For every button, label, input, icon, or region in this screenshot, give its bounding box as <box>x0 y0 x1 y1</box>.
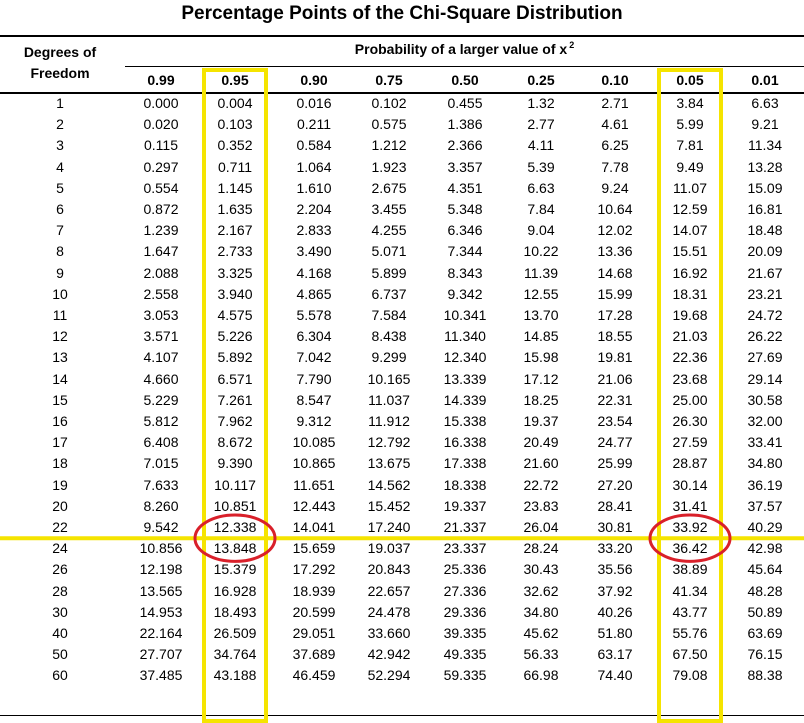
value-cell: 7.261 <box>217 391 253 408</box>
dof-cell: 1 <box>56 95 64 111</box>
value-cell: 9.04 <box>527 222 555 239</box>
value-cell: 43.77 <box>672 603 708 620</box>
value-cell: 10.165 <box>367 370 411 387</box>
probability-underline <box>125 66 804 67</box>
value-cell: 7.015 <box>143 455 179 472</box>
value-cell: 67.50 <box>672 646 708 663</box>
value-cell: 12.55 <box>523 285 559 302</box>
value-cell: 18.31 <box>672 285 708 302</box>
value-cell: 23.83 <box>523 497 559 514</box>
value-cell: 59.335 <box>443 667 487 684</box>
value-cell: 39.335 <box>443 625 487 641</box>
value-cell: 45.62 <box>523 625 559 641</box>
value-cell: 9.49 <box>676 158 704 175</box>
value-cell: 3.940 <box>217 285 253 302</box>
dof-cell: 3 <box>56 137 64 154</box>
value-cell: 42.942 <box>367 646 411 663</box>
value-cell: 63.69 <box>747 625 783 641</box>
dof-cell: 6 <box>56 201 64 217</box>
dof-cell: 13 <box>52 349 68 366</box>
dof-header-line-2: Freedom <box>30 65 90 81</box>
value-cell: 0.102 <box>371 95 407 111</box>
dof-cell: 12 <box>52 328 68 345</box>
dof-cell: 30 <box>52 603 68 620</box>
value-cell: 19.68 <box>672 307 708 323</box>
value-cell: 36.42 <box>672 540 708 557</box>
value-cell: 40.29 <box>747 519 783 535</box>
value-cell: 20.09 <box>747 243 783 260</box>
value-cell: 4.351 <box>447 179 483 196</box>
value-cell: 0.004 <box>217 95 253 111</box>
value-cell: 5.071 <box>371 243 407 260</box>
value-cell: 21.03 <box>672 328 708 345</box>
value-cell: 13.36 <box>597 243 633 260</box>
value-cell: 2.204 <box>296 201 332 217</box>
dof-cell: 4 <box>56 158 64 175</box>
value-cell: 3.571 <box>143 328 179 345</box>
value-cell: 23.68 <box>672 370 708 387</box>
value-cell: 0.352 <box>217 137 253 154</box>
value-cell: 11.34 <box>748 137 782 154</box>
value-cell: 28.87 <box>672 455 708 472</box>
value-cell: 6.63 <box>527 179 555 196</box>
value-cell: 15.452 <box>367 497 411 514</box>
value-cell: 25.00 <box>672 391 708 408</box>
value-cell: 1.32 <box>527 95 555 111</box>
value-cell: 40.26 <box>597 603 633 620</box>
value-cell: 9.342 <box>447 285 483 302</box>
value-cell: 66.98 <box>523 667 559 684</box>
value-cell: 33.92 <box>672 519 708 535</box>
value-cell: 24.478 <box>367 603 411 620</box>
value-cell: 5.226 <box>217 328 253 345</box>
value-cell: 7.84 <box>527 201 555 217</box>
value-cell: 6.25 <box>601 137 629 154</box>
value-cell: 5.578 <box>296 307 332 323</box>
value-cell: 2.366 <box>447 137 483 154</box>
value-cell: 63.17 <box>597 646 633 663</box>
value-cell: 8.260 <box>143 497 179 514</box>
value-cell: 76.15 <box>747 646 783 663</box>
value-cell: 74.40 <box>597 667 633 684</box>
value-cell: 19.81 <box>597 349 633 366</box>
value-cell: 9.299 <box>371 349 407 366</box>
value-cell: 19.37 <box>523 413 559 429</box>
value-cell: 2.77 <box>527 116 555 133</box>
value-cell: 5.812 <box>143 413 179 429</box>
value-cell: 0.455 <box>447 95 483 111</box>
value-cell: 15.51 <box>672 243 708 260</box>
value-cell: 79.08 <box>672 667 708 684</box>
value-cell: 31.41 <box>672 497 708 514</box>
value-cell: 36.19 <box>747 476 783 493</box>
value-cell: 0.554 <box>143 179 179 196</box>
value-cell: 35.56 <box>597 561 633 578</box>
value-cell: 22.31 <box>597 391 633 408</box>
value-cell: 52.294 <box>367 667 411 684</box>
value-cell: 14.339 <box>443 391 487 408</box>
value-cell: 6.571 <box>217 370 253 387</box>
value-cell: 1.064 <box>296 158 332 175</box>
dof-cell: 18 <box>52 455 68 472</box>
value-cell: 37.92 <box>597 582 633 599</box>
value-cell: 16.81 <box>747 201 783 217</box>
value-cell: 46.459 <box>292 667 336 684</box>
value-cell: 10.085 <box>292 434 336 451</box>
value-cell: 8.438 <box>371 328 407 345</box>
value-cell: 12.02 <box>597 222 633 239</box>
value-cell: 33.20 <box>597 540 633 557</box>
value-cell: 1.610 <box>296 179 332 196</box>
value-cell: 16.338 <box>443 434 487 451</box>
value-cell: 7.790 <box>296 370 332 387</box>
probability-header-sup: 2 <box>569 40 575 50</box>
value-cell: 4.865 <box>296 285 332 302</box>
dof-cell: 8 <box>56 243 64 260</box>
value-cell: 10.851 <box>213 497 257 514</box>
top-rule <box>0 35 804 37</box>
value-cell: 13.28 <box>747 158 783 175</box>
value-cell: 14.07 <box>672 222 708 239</box>
value-cell: 34.80 <box>747 455 783 472</box>
value-cell: 56.33 <box>523 646 559 663</box>
value-cell: 7.344 <box>447 243 483 260</box>
value-cell: 14.68 <box>597 264 633 281</box>
value-cell: 16.928 <box>213 582 257 599</box>
value-cell: 30.81 <box>597 519 633 535</box>
value-cell: 6.408 <box>143 434 179 451</box>
value-cell: 18.338 <box>443 476 487 493</box>
value-cell: 6.304 <box>296 328 332 345</box>
value-cell: 5.99 <box>676 116 704 133</box>
value-cell: 34.80 <box>523 603 559 620</box>
value-cell: 15.379 <box>213 561 257 578</box>
value-cell: 15.659 <box>292 540 336 557</box>
value-cell: 38.89 <box>672 561 708 578</box>
value-cell: 12.59 <box>672 201 708 217</box>
value-cell: 3.053 <box>143 307 179 323</box>
value-cell: 1.239 <box>143 222 179 239</box>
column-header-0-75: 0.75 <box>375 72 403 88</box>
value-cell: 0.211 <box>297 116 331 133</box>
value-cell: 26.22 <box>747 328 783 345</box>
dof-header <box>4 42 116 84</box>
value-cell: 5.229 <box>143 391 179 408</box>
value-cell: 12.443 <box>292 497 336 514</box>
value-cell: 20.49 <box>523 434 559 451</box>
value-cell: 9.312 <box>296 413 332 429</box>
value-cell: 17.292 <box>292 561 336 578</box>
dof-cell: 10 <box>52 285 68 302</box>
value-cell: 11.340 <box>444 328 486 345</box>
value-cell: 28.24 <box>523 540 559 557</box>
value-cell: 11.037 <box>368 391 410 408</box>
value-cell: 4.61 <box>601 116 629 133</box>
value-cell: 23.337 <box>443 540 487 557</box>
value-cell: 6.346 <box>447 222 483 239</box>
value-cell: 27.59 <box>672 434 708 451</box>
value-cell: 3.325 <box>217 264 253 281</box>
value-cell: 4.255 <box>371 222 407 239</box>
dof-cell: 22 <box>52 519 68 535</box>
dof-cell: 16 <box>52 413 68 429</box>
value-cell: 25.99 <box>597 455 633 472</box>
dof-cell: 15 <box>52 391 68 408</box>
value-cell: 26.509 <box>213 625 257 641</box>
value-cell: 2.558 <box>143 285 179 302</box>
value-cell: 43.188 <box>213 667 257 684</box>
value-cell: 27.707 <box>139 646 183 663</box>
value-cell: 4.168 <box>296 264 332 281</box>
value-cell: 8.343 <box>447 264 483 281</box>
value-cell: 13.339 <box>443 370 487 387</box>
dof-cell: 28 <box>52 582 68 599</box>
value-cell: 11.912 <box>368 413 410 429</box>
value-cell: 50.89 <box>747 603 783 620</box>
value-cell: 7.78 <box>601 158 629 175</box>
value-cell: 27.336 <box>443 582 487 599</box>
value-cell: 22.72 <box>523 476 559 493</box>
value-cell: 15.09 <box>747 179 783 196</box>
dof-cell: 17 <box>52 434 68 451</box>
value-cell: 21.60 <box>523 455 559 472</box>
column-header-0-10: 0.10 <box>601 72 629 88</box>
value-cell: 5.348 <box>447 201 483 217</box>
value-cell: 10.856 <box>139 540 183 557</box>
value-cell: 45.64 <box>747 561 783 578</box>
value-cell: 27.20 <box>597 476 633 493</box>
column-header-0-95: 0.95 <box>221 72 249 88</box>
column-header-0-99: 0.99 <box>147 72 175 88</box>
value-cell: 16.92 <box>672 264 708 281</box>
probability-header <box>125 40 804 57</box>
value-cell: 48.28 <box>747 582 783 599</box>
dof-cell: 26 <box>52 561 68 578</box>
value-cell: 49.335 <box>443 646 487 663</box>
value-cell: 19.337 <box>443 497 487 514</box>
value-cell: 14.562 <box>367 476 411 493</box>
column-header-0-90: 0.90 <box>300 72 328 88</box>
value-cell: 13.565 <box>139 582 183 599</box>
value-cell: 20.843 <box>367 561 411 578</box>
dof-cell: 19 <box>52 476 68 493</box>
value-cell: 5.899 <box>371 264 407 281</box>
value-cell: 23.54 <box>597 413 633 429</box>
value-cell: 2.167 <box>217 222 253 239</box>
value-cell: 24.72 <box>747 307 783 323</box>
value-cell: 1.386 <box>447 116 483 133</box>
dof-cell: 24 <box>52 540 68 557</box>
value-cell: 37.485 <box>139 667 183 684</box>
value-cell: 15.98 <box>523 349 559 366</box>
value-cell: 0.000 <box>143 95 179 111</box>
dof-cell: 50 <box>52 646 68 663</box>
value-cell: 17.28 <box>597 307 633 323</box>
value-cell: 14.85 <box>523 328 559 345</box>
value-cell: 3.357 <box>447 158 483 175</box>
value-cell: 18.25 <box>523 391 559 408</box>
value-cell: 5.39 <box>527 158 555 175</box>
value-cell: 15.338 <box>443 413 487 429</box>
value-cell: 51.80 <box>597 625 633 641</box>
dof-cell: 5 <box>56 179 64 196</box>
dof-cell: 9 <box>56 264 64 281</box>
value-cell: 2.088 <box>143 264 179 281</box>
value-cell: 0.711 <box>218 158 252 175</box>
value-cell: 30.43 <box>523 561 559 578</box>
value-cell: 0.020 <box>143 116 179 133</box>
value-cell: 12.198 <box>139 561 183 578</box>
value-cell: 12.792 <box>367 434 411 451</box>
value-cell: 4.107 <box>143 349 179 366</box>
value-cell: 2.833 <box>296 222 332 239</box>
value-cell: 30.58 <box>747 391 783 408</box>
value-cell: 0.297 <box>143 158 179 175</box>
value-cell: 13.675 <box>367 455 411 472</box>
value-cell: 10.22 <box>523 243 559 260</box>
value-cell: 2.733 <box>217 243 253 260</box>
column-header-0-01: 0.01 <box>751 72 779 88</box>
value-cell: 7.962 <box>217 413 253 429</box>
value-cell: 29.051 <box>292 625 336 641</box>
value-cell: 10.64 <box>597 201 633 217</box>
value-cell: 37.57 <box>747 497 783 514</box>
value-cell: 20.599 <box>292 603 336 620</box>
column-header-0-50: 0.50 <box>451 72 479 88</box>
dof-cell: 60 <box>52 667 68 684</box>
value-cell: 23.21 <box>747 285 783 302</box>
value-cell: 11.39 <box>524 264 558 281</box>
page-title: Percentage Points of the Chi-Square Distribution <box>181 3 623 24</box>
value-cell: 0.872 <box>143 201 179 217</box>
dof-cell: 2 <box>56 116 64 133</box>
value-cell: 26.04 <box>523 519 559 535</box>
value-cell: 6.63 <box>751 95 779 111</box>
value-cell: 1.145 <box>217 179 253 196</box>
value-cell: 15.99 <box>597 285 633 302</box>
value-cell: 22.36 <box>672 349 708 366</box>
value-cell: 13.70 <box>523 307 559 323</box>
value-cell: 4.11 <box>527 137 555 154</box>
value-cell: 25.336 <box>443 561 487 578</box>
dof-cell: 7 <box>56 222 64 239</box>
value-cell: 32.62 <box>523 582 559 599</box>
value-cell: 10.865 <box>292 455 336 472</box>
dof-cell: 11 <box>52 307 68 323</box>
column-header-0-25: 0.25 <box>527 72 555 88</box>
probability-header-label: Probability of a larger value of x <box>354 41 568 57</box>
value-cell: 28.41 <box>597 497 633 514</box>
value-cell: 22.164 <box>139 625 183 641</box>
value-cell: 7.81 <box>676 137 704 154</box>
value-cell: 26.30 <box>672 413 708 429</box>
value-cell: 1.923 <box>371 158 407 175</box>
value-cell: 12.340 <box>443 349 487 366</box>
value-cell: 6.737 <box>371 285 407 302</box>
value-cell: 18.939 <box>292 582 336 599</box>
value-cell: 10.117 <box>214 476 256 493</box>
value-cell: 17.240 <box>367 519 411 535</box>
value-cell: 1.647 <box>143 243 179 260</box>
value-cell: 33.660 <box>367 625 411 641</box>
dof-cell: 14 <box>52 370 68 387</box>
value-cell: 7.584 <box>371 307 407 323</box>
value-cell: 18.48 <box>747 222 783 239</box>
value-cell: 18.55 <box>597 328 633 345</box>
value-cell: 12.338 <box>213 519 257 535</box>
value-cell: 21.67 <box>747 264 783 281</box>
value-cell: 10.341 <box>443 307 487 323</box>
dof-header-line-1: Degrees of <box>23 44 97 60</box>
value-cell: 29.14 <box>747 370 783 387</box>
value-cell: 9.24 <box>601 179 629 196</box>
value-cell: 14.041 <box>292 519 336 535</box>
value-cell: 9.390 <box>217 455 253 472</box>
value-cell: 11.651 <box>293 476 335 493</box>
dof-cell: 20 <box>52 497 68 514</box>
value-cell: 42.98 <box>747 540 783 557</box>
value-cell: 9.21 <box>751 116 779 133</box>
value-cell: 0.103 <box>217 116 253 133</box>
value-cell: 11.07 <box>673 179 707 196</box>
value-cell: 3.490 <box>296 243 332 260</box>
value-cell: 3.84 <box>676 95 704 111</box>
value-cell: 37.689 <box>292 646 336 663</box>
value-cell: 13.848 <box>213 540 257 557</box>
column-header-0-05: 0.05 <box>676 72 704 88</box>
value-cell: 34.764 <box>213 646 257 663</box>
value-cell: 24.77 <box>597 434 633 451</box>
value-cell: 2.675 <box>371 179 407 196</box>
value-cell: 29.336 <box>443 603 487 620</box>
value-cell: 4.575 <box>217 307 253 323</box>
value-cell: 8.547 <box>296 391 332 408</box>
value-cell: 7.633 <box>143 476 179 493</box>
value-cell: 1.635 <box>217 201 253 217</box>
value-cell: 17.12 <box>523 370 559 387</box>
value-cell: 21.06 <box>597 370 633 387</box>
value-cell: 32.00 <box>747 413 783 429</box>
value-cell: 1.212 <box>371 137 407 154</box>
value-cell: 19.037 <box>367 540 411 557</box>
value-cell: 14.953 <box>139 603 183 620</box>
value-cell: 17.338 <box>443 455 487 472</box>
value-cell: 21.337 <box>443 519 487 535</box>
value-cell: 4.660 <box>143 370 179 387</box>
value-cell: 0.016 <box>296 95 332 111</box>
bottom-rule <box>0 715 804 716</box>
value-cell: 27.69 <box>747 349 783 366</box>
value-cell: 0.575 <box>371 116 407 133</box>
value-cell: 22.657 <box>367 582 411 599</box>
value-cell: 55.76 <box>672 625 708 641</box>
value-cell: 7.042 <box>296 349 332 366</box>
value-cell: 41.34 <box>672 582 708 599</box>
value-cell: 0.115 <box>144 137 178 154</box>
value-cell: 88.38 <box>747 667 783 684</box>
value-cell: 9.542 <box>143 519 179 535</box>
value-cell: 33.41 <box>747 434 783 451</box>
value-cell: 30.14 <box>672 476 708 493</box>
value-cell: 2.71 <box>601 95 629 111</box>
value-cell: 8.672 <box>217 434 253 451</box>
value-cell: 3.455 <box>371 201 407 217</box>
value-cell: 0.584 <box>296 137 332 154</box>
value-cell: 5.892 <box>217 349 253 366</box>
dof-cell: 40 <box>52 625 68 641</box>
value-cell: 18.493 <box>213 603 257 620</box>
